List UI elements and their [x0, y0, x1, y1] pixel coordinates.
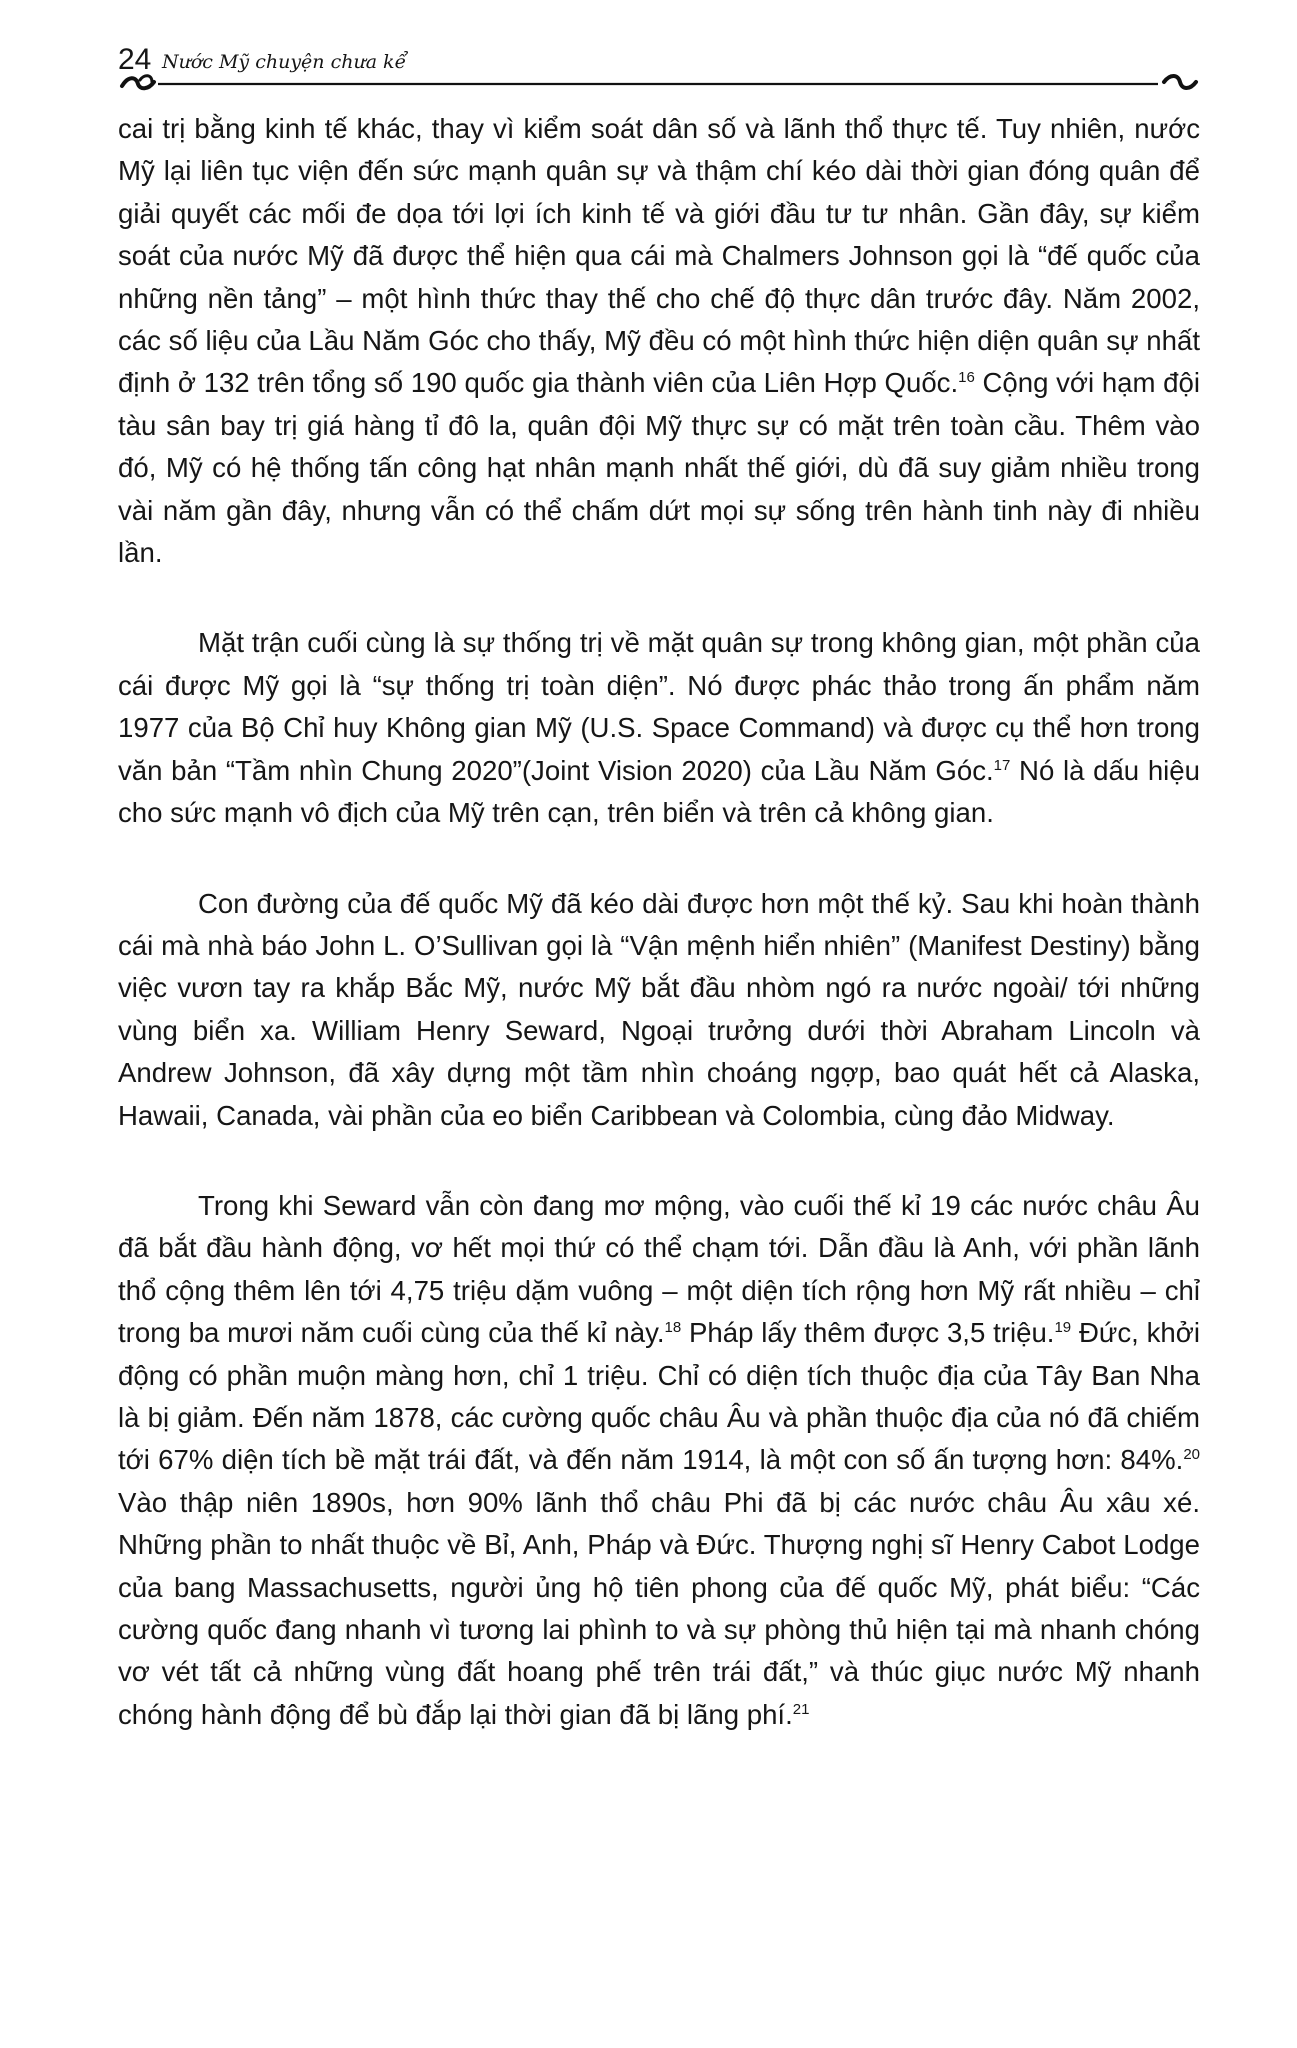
- paragraph-3: Con đường của đế quốc Mỹ đã kéo dài được hơn một thế kỷ. Sau khi hoàn thành cái mà nhà báo John L. O’Sullivan gọi là “Vận mệnh hiển nhiên” (Manifest Destiny) bằng việc vươn tay ra khắp Bắc Mỹ, nước Mỹ bắt đầu nhòm ngó ra nước ngoài/ tới những vùng biển xa. William Henry Seward, Ngoại trưởng dưới thời Abraham Lincoln và Andrew Johnson, đã xây dựng một tầm nhìn choáng ngợp, bao quát hết cả Alaska, Hawaii, Canada, vài phần của eo biển Caribbean và Colombia, cùng đảo Midway.: [118, 887, 1200, 1131]
- paragraph-2: Mặt trận cuối cùng là sự thống trị về mặt quân sự trong không gian, một phần của cái được Mỹ gọi là “sự thống trị toàn diện”. Nó được phác thảo trong ấn phẩm năm 1977 của Bộ Chỉ huy Không gian Mỹ (U.S. Space Command) và được cụ thể hơn trong văn bản “Tầm nhìn Chung 2020”(Joint Vision 2020) của Lầu Năm Góc.$^{17}$ Nó là dấu hiệu cho sức mạnh vô địch của Mỹ trên cạn, trên biển và trên cả không gian.: [118, 627, 1200, 829]
- page-number: 24: [118, 43, 152, 76]
- running-title: Nước Mỹ chuyện chưa kể: [162, 51, 407, 73]
- paragraph-4: Trong khi Seward vẫn còn đang mơ mộng, vào cuối thế kỉ 19 các nước châu Âu đã bắt đầu hành động, vơ hết mọi thứ có thể chạm tới. Dẫn đầu là Anh, với phần lãnh thổ cộng thêm lên tới 4,75 triệu dặm vuông – một diện tích rộng hơn Mỹ rất nhiều – chỉ trong ba mươi năm cuối cùng của thế kỉ này.$^{18}$ Pháp lấy thêm được 3,5 triệu.$^{19}$ Đức, khởi động có phần muộn màng hơn, chỉ 1 triệu. Chỉ có diện tích thuộc địa của Tây Ban Nha là bị giảm. Đến năm 1878, các cường quốc châu Âu và phần thuộc địa của nó đã chiếm tới 67% diện tích bề mặt trái đất, và đến năm 1914, là một con số ấn tượng hơn: 84%.$^{20}$ Vào thập niên 1890s, hơn 90% lãnh thổ châu Phi đã bị các nước châu Âu xâu xé. Những phần to nhất thuộc về Bỉ, Anh, Pháp và Đức. Thượng nghị sĩ Henry Cabot Lodge của bang Massachusetts, người ủng hộ tiên phong của đế quốc Mỹ, phát biểu: “Các cường quốc đang nhanh vì tương lai phình to và sự phòng thủ hiện tại mà nhanh chóng vơ vét tất cả những vùng đất hoang phế trên trái đất,” và thúc giục nước Mỹ nhanh chóng hành động để bù đắp lại thời gian đã bị lãng phí.$^{21}$: [118, 1189, 1200, 1730]
- paragraph-1: cai trị bằng kinh tế khác, thay vì kiểm soát dân số và lãnh thổ thực tế. Tuy nhiên, nước Mỹ lại liên tục viện đến sức mạnh quân sự và thậm chí kéo dài thời gian đóng quân để giải quyết các mối đe dọa tới lợi ích kinh tế và giới đầu tư tư nhân. Gần đây, sự kiểm soát của nước Mỹ đã được thể hiện qua cái mà Chalmers Johnson gọi là “đế quốc của những nền tảng” – một hình thức thay thế cho chế độ thực dân trước đây. Năm 2002, các số liệu của Lầu Năm Góc cho thấy, Mỹ đều có một hình thức hiện diện quân sự nhất định ở 132 trên tổng số 190 quốc gia thành viên của Liên Hợp Quốc.$^{16}$ Cộng với hạm đội tàu sân bay trị giá hàng tỉ đô la, quân đội Mỹ thực sự có mặt trên toàn cầu. Thêm vào đó, Mỹ có hệ thống tấn công hạt nhân mạnh nhất thế giới, dù đã suy giảm nhiều trong vài năm gần đây, nhưng vẫn có thể chấm dứt mọi sự sống trên hành tinh này đi nhiều lần.: [118, 113, 1201, 569]
- body-text: [118, 108, 1200, 1736]
- header-rule-ornament-icon: [118, 72, 1200, 96]
